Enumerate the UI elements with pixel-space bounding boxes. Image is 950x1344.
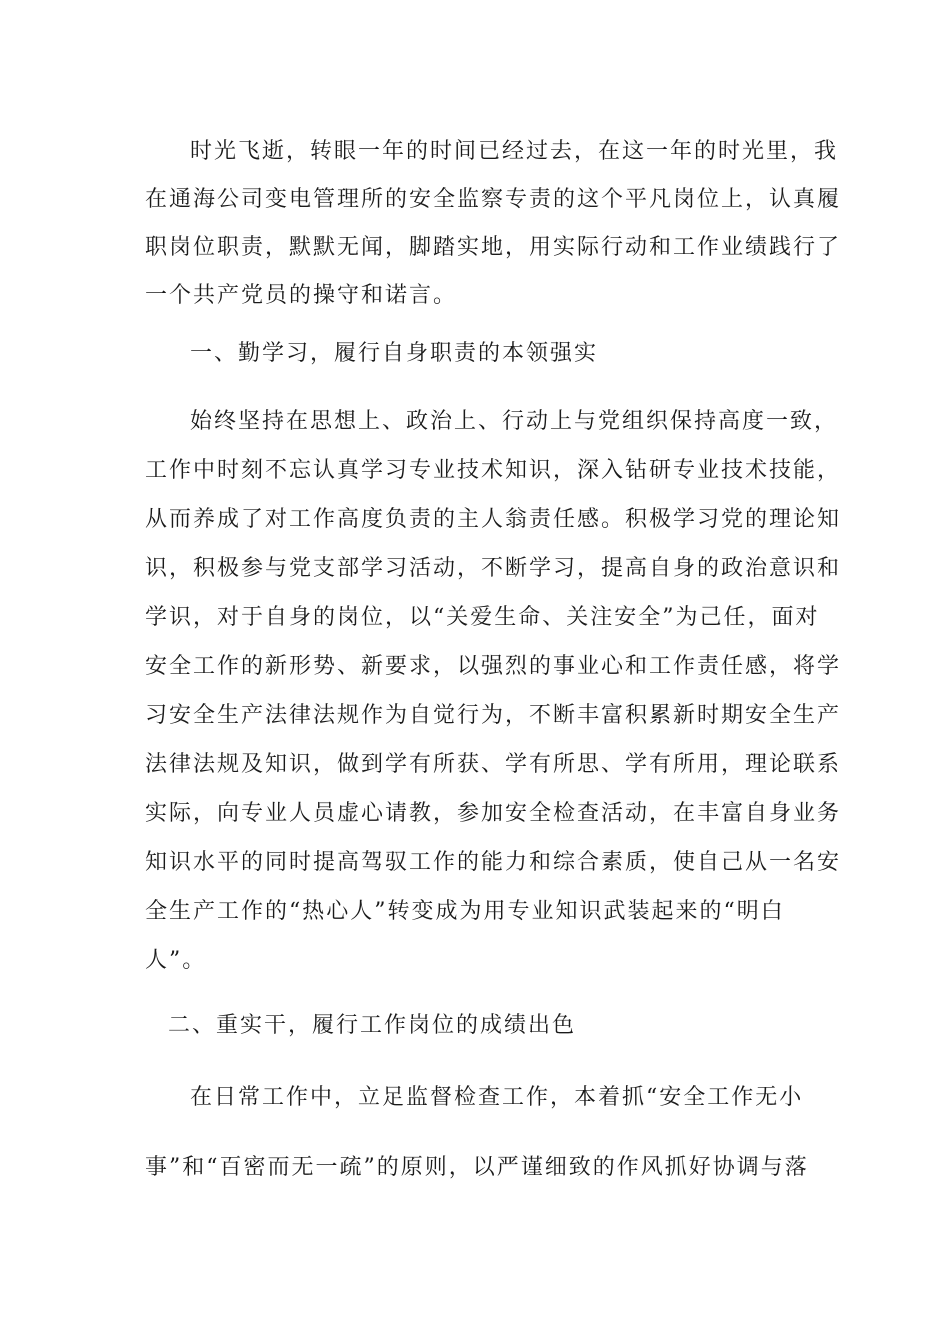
paragraph-1-line-4: 一个共产党员的操守和诺言。 [145, 283, 458, 308]
paragraph-2-line-5: 学识，对于自身的岗位，以“关爱生命、关注安全”为己任，面对 [145, 605, 820, 630]
paragraph-1-line-2: 在通海公司变电管理所的安全监察专责的这个平凡岗位上，认真履 [145, 187, 842, 212]
paragraph-2-line-10: 知识水平的同时提高驾驭工作的能力和综合素质，使自己从一名安 [145, 850, 842, 875]
section-heading-1: 一、勤学习，履行自身职责的本领强实 [190, 341, 599, 366]
paragraph-2-line-8: 法律法规及知识，做到学有所获、学有所思、学有所用，理论联系 [145, 752, 842, 777]
paragraph-2-line-11: 全生产工作的“热心人”转变成为用专业知识武装起来的“明白 [145, 899, 785, 924]
paragraph-2-line-9: 实际，向专业人员虚心请教，参加安全检查活动，在丰富自身业务 [145, 801, 842, 826]
section-heading-2: 二、重实干，履行工作岗位的成绩出色 [168, 1013, 577, 1038]
paragraph-1-line-3: 职岗位职责，默默无闻，脚踏实地，用实际行动和工作业绩践行了 [145, 235, 842, 260]
paragraph-2-line-12: 人”。 [145, 948, 207, 973]
paragraph-2-line-3: 从而养成了对工作高度负责的主人翁责任感。积极学习党的理论知 [145, 507, 842, 532]
paragraph-1-line-1: 时光飞逝，转眼一年的时间已经过去，在这一年的时光里，我 [190, 139, 839, 164]
paragraph-2-line-6: 安全工作的新形势、新要求，以强烈的事业心和工作责任感，将学 [145, 654, 842, 679]
paragraph-2-line-4: 识，积极参与党支部学习活动，不断学习，提高自身的政治意识和 [145, 556, 842, 581]
paragraph-2-line-1: 始终坚持在思想上、政治上、行动上与党组织保持高度一致， [190, 409, 839, 434]
paragraph-3-line-2: 事”和“百密而无一疏”的原则，以严谨细致的作风抓好协调与落 [145, 1155, 809, 1180]
paragraph-3-line-1: 在日常工作中，立足监督检查工作，本着抓“安全工作无小 [190, 1085, 804, 1110]
paragraph-2-line-2: 工作中时刻不忘认真学习专业技术知识，深入钻研专业技术技能， [145, 458, 842, 483]
paragraph-2-line-7: 习安全生产法律法规作为自觉行为，不断丰富积累新时期安全生产 [145, 703, 842, 728]
